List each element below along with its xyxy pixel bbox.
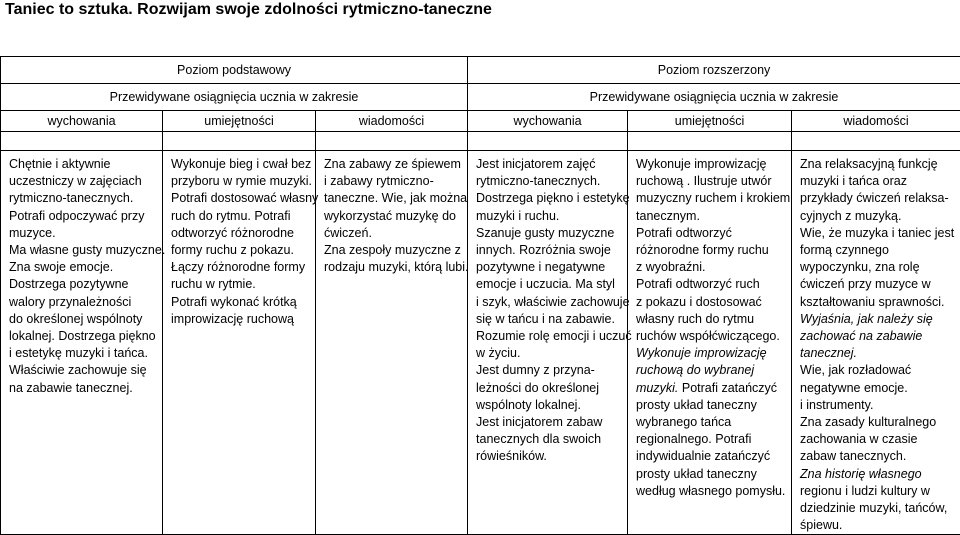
category-header: wiadomości <box>792 111 960 132</box>
text-line-part: formą czynnego <box>800 243 889 258</box>
text-line-part: rytmiczno-tanecznych. <box>9 191 134 206</box>
text-line-part: ruch do rytmu. Potrafi <box>171 208 291 223</box>
text-line-part: muzyczny ruchem i krokiem <box>636 191 791 206</box>
text-line <box>476 225 623 242</box>
text-line-part: dziedzinie muzyki, tańców, <box>800 501 948 516</box>
text-line <box>636 380 787 397</box>
text-line-part: odtworzyć różnorodne <box>171 225 294 240</box>
text-line <box>476 414 623 431</box>
page-title: Taniec to sztuka. Rozwijam swoje zdolności rytmiczno-taneczne <box>5 1 492 18</box>
text-line-part: Chętnie i aktywnie <box>9 157 111 171</box>
text-line-part: śpiewu. <box>800 518 843 533</box>
text-line-part: zabaw tanecznych. <box>800 449 907 464</box>
text-line-part: uczestniczy w zajęciach <box>9 174 142 189</box>
empty-cell <box>163 132 316 151</box>
text-line <box>800 242 956 259</box>
text-line <box>9 294 158 311</box>
text-line <box>636 156 787 173</box>
text-line-part: Potrafi zatańczyć <box>678 380 778 395</box>
text-line-part: Zna swoje emocje. <box>9 260 114 275</box>
text-line-part: leżności do określonej <box>476 380 600 395</box>
text-line <box>800 173 956 190</box>
text-line-part: wspólnoty lokalnej. <box>476 397 581 412</box>
text-line-part: przyboru w rymie muzyki. <box>171 174 312 189</box>
text-line-part: Potrafi odtworzyć ruch <box>636 277 760 292</box>
text-line <box>171 190 319 207</box>
text-line <box>324 242 463 259</box>
text-line-part: Zna historię własnego <box>800 466 922 481</box>
text-line <box>800 276 956 293</box>
text-line-part: Łączy różnorodne formy <box>171 260 306 275</box>
text-line-part: zachowania w czasie <box>800 432 918 447</box>
text-line-part: Zna zasady kulturalnego <box>800 415 937 430</box>
text-line <box>800 500 956 517</box>
text-line <box>800 362 956 379</box>
text-line-part: regionu i ludzi kultury w <box>800 483 930 498</box>
text-line-part: walory przynależności <box>9 294 132 309</box>
category-header: umiejętności <box>628 111 792 132</box>
text-line <box>800 311 956 328</box>
text-line-part: regionalnego. Potrafi <box>636 432 752 447</box>
text-line-part: Zna relaksacyjną funkcję <box>800 157 938 171</box>
text-line <box>9 208 158 225</box>
text-line-part: ruchu w rytmie. <box>171 277 256 292</box>
category-header: umiejętności <box>163 111 316 132</box>
text-line-part: Wie, jak rozładować <box>800 363 912 378</box>
text-line <box>476 242 623 259</box>
text-line-part: Właściwie zachowuje się <box>9 363 147 378</box>
text-line-part: muzyki i tańca oraz <box>800 174 907 189</box>
text-line-part: tanecznych dla swoich <box>476 432 602 447</box>
text-line-part: Ma własne gusty muzyczne. <box>9 243 166 258</box>
text-line <box>9 311 158 328</box>
text-line <box>636 362 787 379</box>
text-line-part: indywidualnie zatańczyć <box>636 449 771 464</box>
text-line <box>800 328 956 345</box>
text-line-part: rytmiczno-tanecznych. <box>476 174 601 189</box>
text-line <box>171 242 311 259</box>
text-line <box>9 328 158 345</box>
text-line-part: i zabawy rytmiczno- <box>324 174 434 189</box>
text-line-part: z pokazu i dostosować <box>636 294 762 309</box>
text-line-part: Wykonuje improwizację <box>636 157 767 171</box>
category-header: wychowania <box>1 111 163 132</box>
text-line-part: według własnego pomysłu. <box>636 483 786 498</box>
empty-cell <box>628 132 792 151</box>
text-line <box>476 397 623 414</box>
text-line <box>636 448 787 465</box>
text-line <box>636 311 787 328</box>
text-line-part: Rozumie rolę emocji i uczuć <box>476 329 632 344</box>
text-line-part: w życiu. <box>476 346 521 361</box>
text-line-part: się w tańcu i na zabawie. <box>476 311 615 326</box>
text-line <box>171 294 311 311</box>
empty-cell <box>316 132 468 151</box>
text-line-part: na zabawie tanecznej. <box>9 380 133 395</box>
text-line <box>476 190 630 207</box>
text-line <box>171 276 311 293</box>
text-line-part: prosty układ taneczny <box>636 397 757 412</box>
text-line <box>800 380 956 397</box>
text-line <box>324 190 468 207</box>
text-line-part: Potrafi wykonać krótką <box>171 294 297 309</box>
text-line <box>476 311 623 328</box>
text-line-part: i instrumenty. <box>800 397 874 412</box>
text-line-part: i szyk, właściwie zachowuje <box>476 294 630 309</box>
text-line-part: ćwiczeń przy muzyce w <box>800 277 931 292</box>
text-line-part: ćwiczeń. <box>324 225 372 240</box>
text-line <box>800 190 956 207</box>
text-line-part: zachować na zabawie <box>800 329 923 344</box>
text-line <box>324 208 463 225</box>
text-line-part: tanecznym. <box>636 208 700 223</box>
text-line <box>9 345 158 362</box>
text-line-part: negatywne emocje. <box>800 380 908 395</box>
text-line <box>636 259 787 276</box>
text-line-part: z wyobraźni. <box>636 260 706 275</box>
text-line-part: własny ruch do rytmu <box>636 311 755 326</box>
text-line-part: improwizację ruchową <box>171 311 294 326</box>
category-header: wiadomości <box>316 111 468 132</box>
text-line <box>9 380 158 397</box>
text-line <box>636 294 787 311</box>
text-line <box>171 311 311 328</box>
text-line <box>9 190 158 207</box>
text-line <box>800 259 956 276</box>
text-line-part: wykorzystać muzykę do <box>324 208 456 223</box>
text-line <box>324 259 469 276</box>
text-line <box>636 276 787 293</box>
text-line <box>9 276 158 293</box>
text-line-part: formy ruchu z pokazu. <box>171 243 294 258</box>
text-line <box>800 397 956 414</box>
text-line <box>9 156 158 173</box>
text-line <box>800 466 956 483</box>
text-line <box>476 208 623 225</box>
text-line-part: Jest inicjatorem zajęć <box>476 157 596 171</box>
text-line <box>171 208 311 225</box>
text-line-part: ruchów współćwiczącego. <box>636 329 780 344</box>
text-line <box>800 517 956 534</box>
text-line-part: Dostrzega piękno i estetykę <box>476 191 630 206</box>
text-line <box>171 156 311 173</box>
text-line <box>9 362 158 379</box>
text-line <box>636 414 787 431</box>
text-line-part: Zna zespoły muzyczne z <box>324 243 461 258</box>
text-line <box>9 173 158 190</box>
text-line <box>636 397 787 414</box>
text-line <box>171 173 311 190</box>
text-line-part: Wykonuje bieg i cwał bez <box>171 157 312 171</box>
text-line <box>636 225 787 242</box>
achievements-extended-header: Przewidywane osiągnięcia ucznia w zakresie <box>468 84 960 111</box>
text-line <box>800 294 956 311</box>
text-line-part: ruchową . Ilustruje utwór <box>636 174 772 189</box>
text-line-part: innych. Rozróżnia swoje <box>476 243 611 258</box>
text-line <box>800 414 956 431</box>
text-line-part: lokalnej. Dostrzega piękno <box>9 329 156 344</box>
text-line-part: wypoczynku, zna rolę <box>800 260 920 275</box>
text-line <box>636 345 787 362</box>
text-line <box>324 156 463 173</box>
text-line <box>9 242 166 259</box>
text-line <box>171 259 311 276</box>
text-line-part: muzyki. <box>636 380 679 395</box>
text-line <box>476 345 623 362</box>
text-line-part: cyjnych z muzyką. <box>800 208 902 223</box>
text-line <box>476 173 623 190</box>
text-line <box>171 225 311 242</box>
content-cell <box>1 151 166 535</box>
empty-cell <box>792 132 960 151</box>
text-line <box>636 242 787 259</box>
text-line <box>800 156 956 173</box>
curriculum-table <box>0 56 960 535</box>
text-line <box>636 173 787 190</box>
text-line <box>476 431 623 448</box>
text-line-part: Szanuje gusty muzyczne <box>476 225 615 240</box>
category-header: wychowania <box>468 111 628 132</box>
text-line <box>324 225 463 242</box>
level-extended-header: Poziom rozszerzony <box>468 57 960 84</box>
text-line-part: Wyjaśnia, jak należy się <box>800 311 933 326</box>
text-line <box>800 208 956 225</box>
empty-cell <box>468 132 628 151</box>
text-line <box>636 208 787 225</box>
text-line-part: rodzaju muzyki, którą lubi. <box>324 260 469 275</box>
text-line-part: do określonej wspólnoty <box>9 311 143 326</box>
text-line-part: rówieśników. <box>476 449 547 464</box>
text-line-part: tanecznej. <box>800 346 857 361</box>
achievements-basic-header: Przewidywane osiągnięcia ucznia w zakresie <box>1 84 468 111</box>
text-line <box>800 448 956 465</box>
text-line-part: Zna zabawy ze śpiewem <box>324 157 461 171</box>
text-line-part: Jest dumny z przyna- <box>476 363 595 378</box>
text-line-part: pozytywne i negatywne <box>476 260 606 275</box>
text-line <box>9 225 158 242</box>
text-line-part: ruchową do wybranej <box>636 363 755 378</box>
text-line-part: muzyce. <box>9 225 56 240</box>
text-line <box>476 362 623 379</box>
text-line <box>800 345 956 362</box>
content-cell <box>792 151 960 535</box>
text-line <box>476 276 623 293</box>
text-line <box>476 294 630 311</box>
text-line-part: Potrafi odpoczywać przy <box>9 208 145 223</box>
text-line-part: Jest inicjatorem zabaw <box>476 415 603 430</box>
text-line <box>476 156 623 173</box>
text-line <box>800 431 956 448</box>
content-cell <box>468 151 632 535</box>
text-line-part: muzyki i ruchu. <box>476 208 560 223</box>
text-line <box>476 328 632 345</box>
text-line-part: wybranego tańca <box>636 415 732 430</box>
text-line-part: Wie, że muzyka i taniec jest <box>800 225 955 240</box>
text-line <box>9 259 158 276</box>
text-line-part: kształtowaniu sprawności. <box>800 294 945 309</box>
text-line <box>476 380 623 397</box>
text-line <box>476 448 623 465</box>
text-line <box>476 259 623 276</box>
content-cell <box>316 151 468 535</box>
text-line-part: taneczne. Wie, jak można <box>324 191 468 206</box>
level-basic-header: Poziom podstawowy <box>1 57 468 84</box>
text-line <box>636 190 791 207</box>
content-cell <box>163 151 319 535</box>
text-line <box>324 173 463 190</box>
text-line-part: Potrafi dostosować własny <box>171 191 319 206</box>
text-line-part: przykłady ćwiczeń relaksa- <box>800 191 949 206</box>
text-line <box>636 483 787 500</box>
text-line-part: Potrafi odtworzyć <box>636 225 732 240</box>
text-line <box>800 225 956 242</box>
text-line <box>636 328 787 345</box>
empty-cell <box>1 132 163 151</box>
text-line-part: Dostrzega pozytywne <box>9 277 129 292</box>
text-line-part: emocje i uczucia. Ma styl <box>476 277 615 292</box>
text-line-part: i estetykę muzyki i tańca. <box>9 346 148 361</box>
text-line <box>636 431 787 448</box>
text-line-part: prosty układ taneczny <box>636 466 757 481</box>
text-line <box>636 466 787 483</box>
content-cell <box>628 151 792 535</box>
text-line-part: różnorodne formy ruchu <box>636 243 769 258</box>
text-line <box>800 483 956 500</box>
text-line-part: Wykonuje improwizację <box>636 346 767 361</box>
